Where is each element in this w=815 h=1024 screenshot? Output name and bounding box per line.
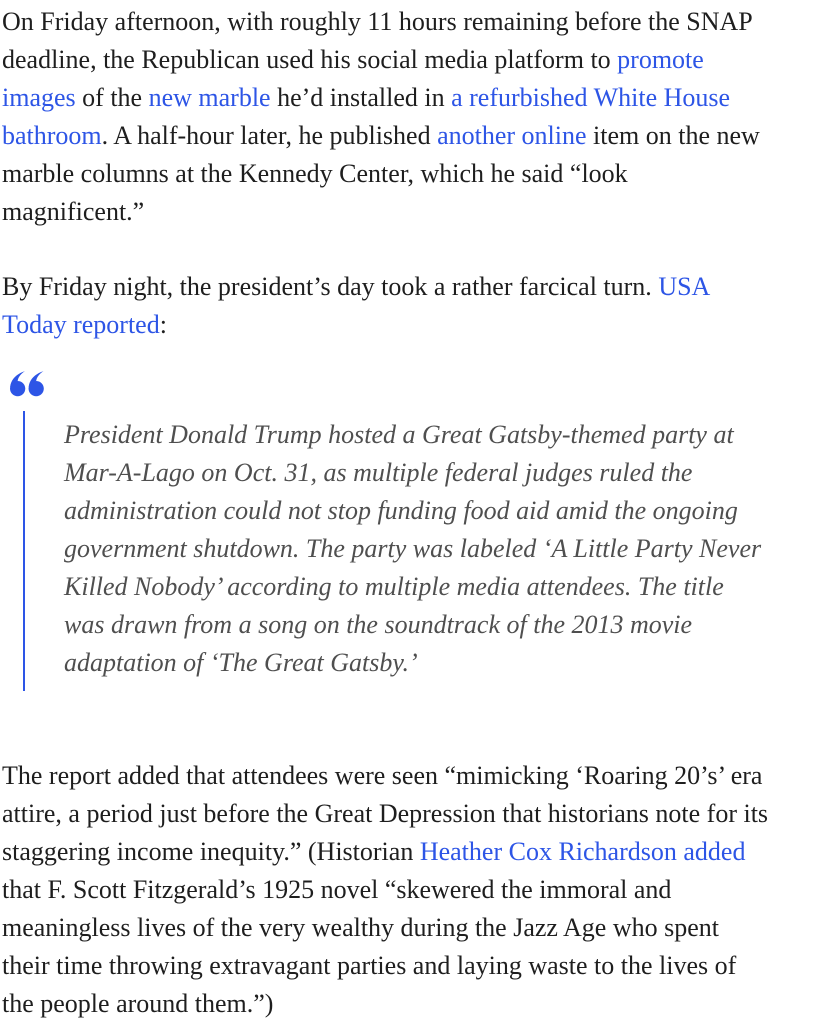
link-new-marble[interactable]: new marble [148, 83, 271, 112]
text-run: On Friday afternoon, with roughly 11 hours remaining before the SNAP deadline, the Republican used his social media platform to [2, 7, 752, 74]
link-another-online[interactable]: another online [437, 121, 587, 150]
blockquote-text: President Donald Trump hosted a Great Gatsby-themed party at Mar-A-Lago on Oct. 31, as multiple federal judges ruled the administration could not stop funding food aid amid the ongoing government shutdown. The party was labeled ‘A Little Party Never Killed Nobody’ according to multiple media attendees. The title was drawn from a song on the soundtrack of the 2013 movie adaptation of ‘The Great Gatsby.’ [64, 420, 762, 677]
blockquote [23, 411, 769, 691]
text-run: that F. Scott Fitzgerald’s 1925 novel “skewered the immoral and meaningless lives of the very wealthy during the Jazz Age who spent their time throwing extravagant parties and laying waste to the lives of the people around them.”) [2, 875, 737, 1018]
paragraph-snap-deadline [2, 3, 769, 231]
link-promote-images[interactable]: promote images [2, 45, 704, 112]
link-usa-today-reported[interactable]: USA Today reported [2, 272, 709, 339]
text-run: he’d installed in [270, 83, 452, 112]
text-run: : [159, 310, 167, 339]
text-run: item on the new marble columns at the Kennedy Center, which he said “look magnificent.” [2, 121, 760, 226]
text-run: . A half-hour later, he published [101, 121, 438, 150]
double-quote-icon [9, 370, 769, 397]
paragraph-usa-today [2, 268, 769, 344]
link-refurbished-bathroom[interactable]: a refurbished White House bathroom [2, 83, 731, 150]
paragraph-report-details [2, 757, 769, 1023]
text-run: The report added that attendees were seen “mimicking ‘Roaring 20’s’ era attire, a period just before the Great Depression that historians note for its staggering income inequity.” (Historian [2, 761, 769, 866]
text-run: By Friday night, the president’s day took a rather farcical turn. [2, 272, 659, 301]
blockquote-figure [2, 370, 769, 691]
link-heather-cox-richardson[interactable]: Heather Cox Richardson added [419, 837, 746, 866]
text-run: of the [75, 83, 149, 112]
